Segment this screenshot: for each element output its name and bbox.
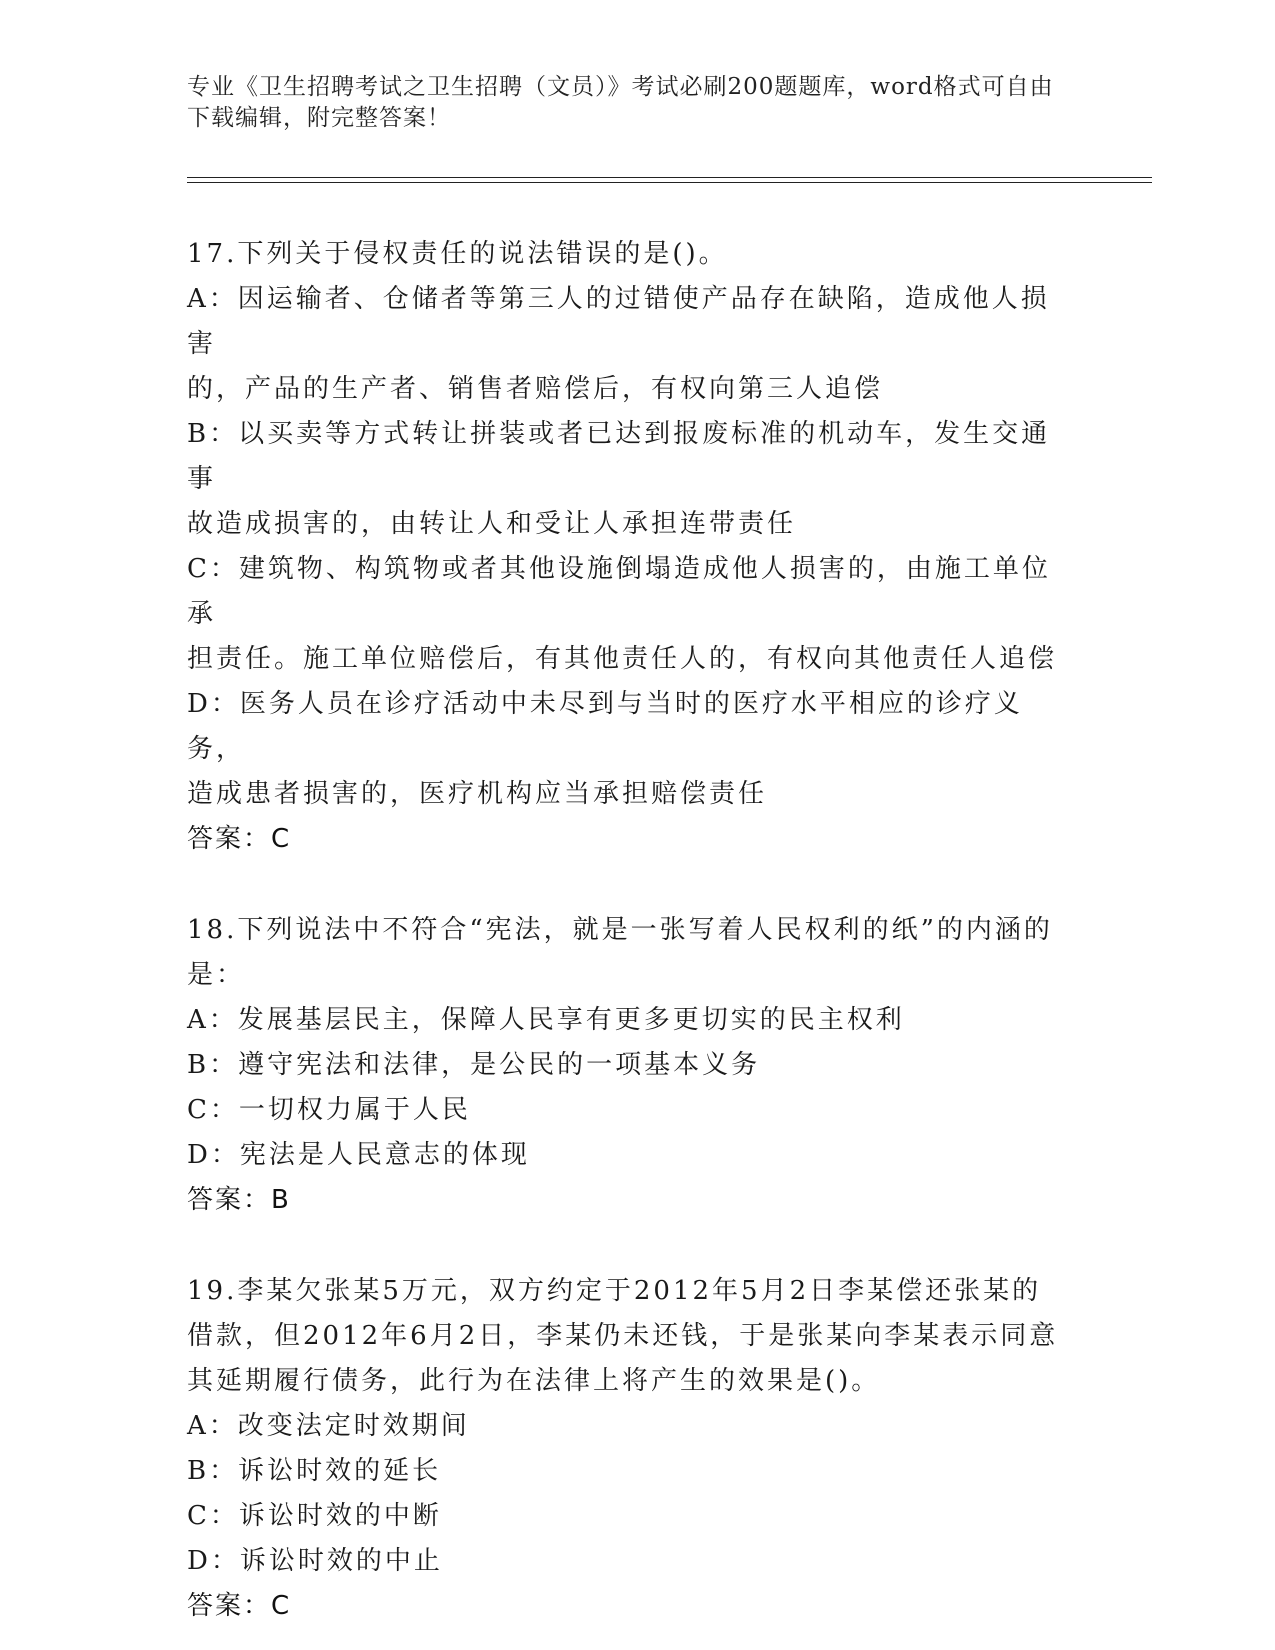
option-text: 故造成损害的，由转让人和受让人承担连带责任 [187, 509, 797, 539]
option-d: D：诉讼时效的中止 [187, 1546, 443, 1576]
question-stem: 借款，但2012年6月2日，李某仍未还钱，于是张某向李某表示同意 [187, 1321, 1059, 1351]
option-d [187, 682, 1077, 817]
option-a [187, 277, 1077, 412]
option-c: C：诉讼时效的中断 [187, 1501, 442, 1531]
option-b [187, 412, 1077, 547]
option-text: 担责任。施工单位赔偿后，有其他责任人的，有权向其他责任人追偿 [187, 644, 1058, 674]
option-text: 的，产品的生产者、销售者赔偿后，有权向第三人追偿 [187, 374, 884, 404]
option-text: C：建筑物、构筑物或者其他设施倒塌造成他人损害的，由施工单位承 [187, 554, 1051, 629]
question-stem: 其延期履行债务，此行为在法律上将产生的效果是()。 [187, 1366, 881, 1396]
option-b: B：遵守宪法和法律，是公民的一项基本义务 [187, 1050, 761, 1080]
question-stem: 17.下列关于侵权责任的说法错误的是()。 [187, 239, 728, 269]
answer-label: 答案：C [187, 1591, 292, 1621]
answer-label: 答案：C [187, 824, 292, 854]
header-divider-top [187, 177, 1152, 178]
document-header: 专业《卫生招聘考试之卫生招聘（文员）》考试必刷200题题库，word格式可自由下载编辑，附完整答案！ [187, 74, 1054, 131]
option-text: D：医务人员在诊疗活动中未尽到与当时的医疗水平相应的诊疗义务， [187, 689, 1023, 764]
option-a: A：改变法定时效期间 [187, 1411, 470, 1441]
question-17 [187, 232, 1077, 862]
option-b: B：诉讼时效的延长 [187, 1456, 442, 1486]
question-stem: 是： [187, 960, 246, 990]
option-c: C：一切权力属于人民 [187, 1095, 471, 1125]
question-19 [187, 1269, 1077, 1629]
option-a: A：发展基层民主，保障人民享有更多更切实的民主权利 [187, 1005, 905, 1035]
question-stem: 19.李某欠张某5万元，双方约定于2012年5月2日李某偿还张某的 [187, 1276, 1042, 1306]
option-text: 造成患者损害的，医疗机构应当承担赔偿责任 [187, 779, 768, 809]
option-d: D：宪法是人民意志的体现 [187, 1140, 530, 1170]
question-spacer [187, 862, 1077, 908]
option-text: A：因运输者、仓储者等第三人的过错使产品存在缺陷，造成他人损害 [187, 284, 1050, 359]
question-stem: 18.下列说法中不符合“宪法，就是一张写着人民权利的纸”的内涵的 [187, 915, 1053, 945]
option-text: B：以买卖等方式转让拼装或者已达到报废标准的机动车，发生交通事 [187, 419, 1051, 494]
option-c [187, 547, 1077, 682]
answer-label: 答案：B [187, 1185, 291, 1215]
question-18 [187, 908, 1077, 1223]
question-list [187, 232, 1077, 1629]
question-spacer [187, 1223, 1077, 1269]
header-divider-bottom [187, 182, 1152, 183]
